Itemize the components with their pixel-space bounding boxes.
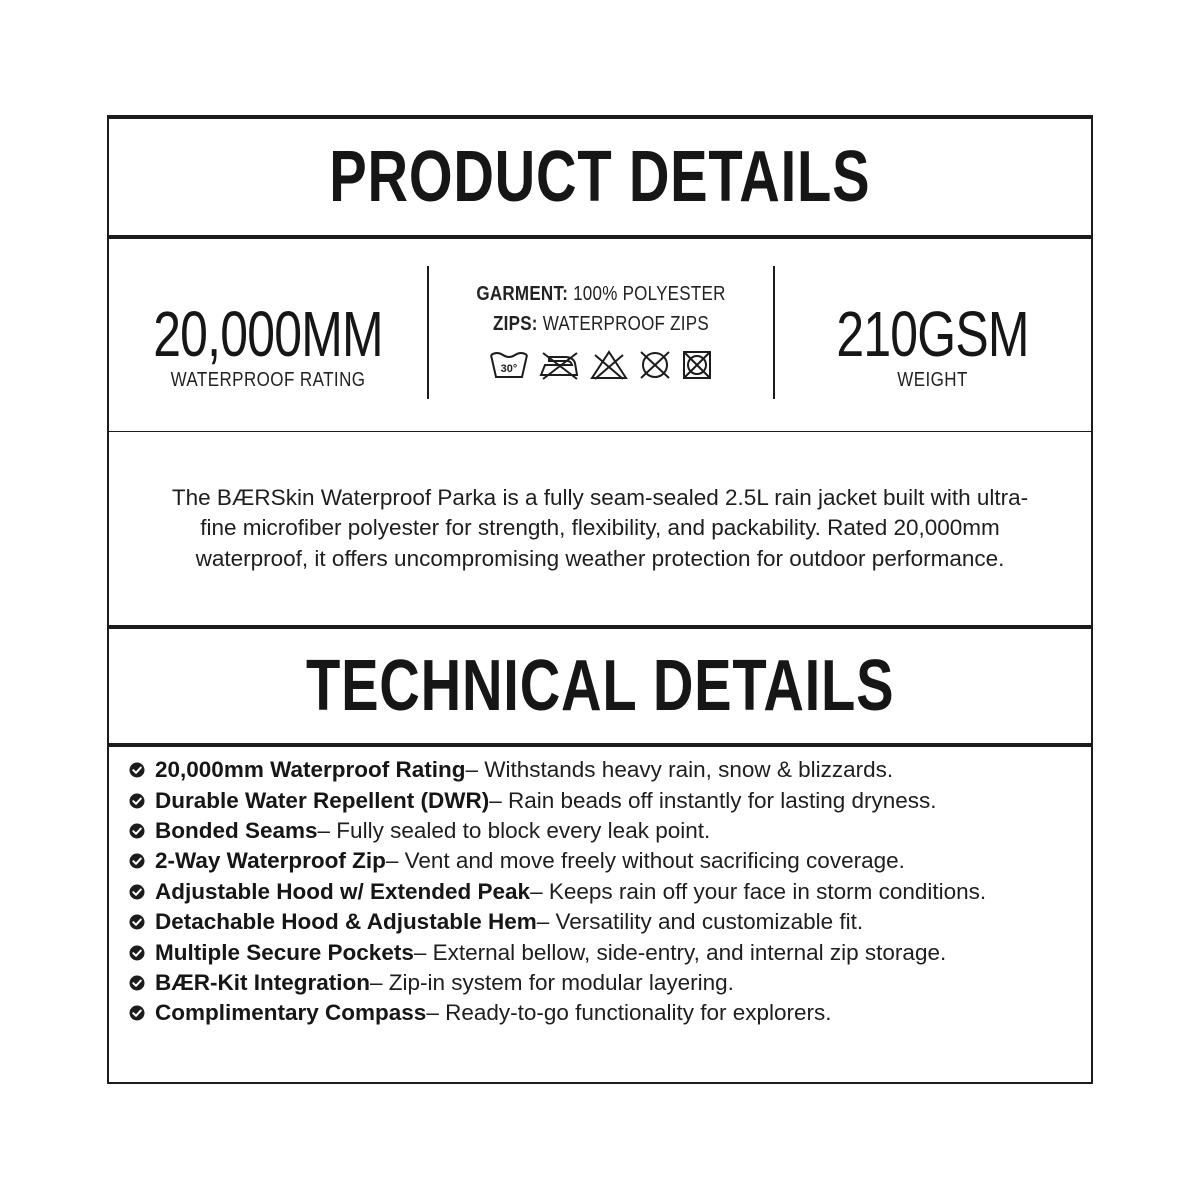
feature-name: Complimentary Compass	[155, 1000, 427, 1026]
materials-stat	[429, 239, 773, 432]
product-stats-row	[109, 239, 1091, 432]
feature-item	[129, 755, 1091, 785]
garment-label: GARMENT:	[476, 283, 569, 305]
technical-details-title: TECHNICAL DETAILS	[305, 646, 895, 726]
check-circle-icon	[129, 945, 145, 961]
feature-description: – Withstands heavy rain, snow & blizzards.	[465, 757, 894, 783]
weight-label: WEIGHT	[897, 369, 968, 391]
garment-material-line	[455, 279, 747, 309]
check-circle-icon	[129, 762, 145, 778]
zips-material-line	[455, 309, 747, 339]
feature-item	[129, 907, 1091, 937]
feature-name: 20,000mm Waterproof Rating	[155, 757, 466, 783]
feature-name: Adjustable Hood w/ Extended Peak	[155, 878, 531, 904]
feature-name: 2-Way Waterproof Zip	[155, 848, 386, 874]
feature-name: Bonded Seams	[155, 817, 318, 843]
feature-description: – Zip-in system for modular layering.	[369, 969, 734, 995]
do-not-dry-clean-icon	[637, 349, 673, 381]
technical-details-header	[109, 625, 1091, 747]
feature-item	[129, 937, 1091, 967]
waterproof-rating-value: 20,000MM	[153, 298, 383, 370]
waterproof-rating-stat	[109, 239, 427, 432]
check-circle-icon	[129, 793, 145, 809]
feature-name: Multiple Secure Pockets	[155, 939, 414, 965]
product-details-title: PRODUCT DETAILS	[329, 137, 871, 217]
check-circle-icon	[129, 853, 145, 869]
garment-value: 100% POLYESTER	[568, 283, 726, 305]
feature-item	[129, 816, 1091, 846]
product-description: The BÆRSkin Waterproof Parka is a fully seam-sealed 2.5L rain jacket built with ultra-fine microfiber polyester for strength, flexibility, and packability. Rated 20,000mm waterproof, it offers uncompromising weather protection for outdoor performance.	[171, 484, 1029, 571]
feature-item	[129, 968, 1091, 998]
do-not-bleach-icon	[589, 349, 629, 381]
do-not-iron-icon	[537, 349, 581, 381]
feature-description: – Ready-to-go functionality for explorers.	[426, 1000, 832, 1026]
feature-list	[129, 755, 1091, 1029]
check-circle-icon	[129, 1005, 145, 1021]
care-instructions-icons	[429, 349, 773, 381]
weight-value: 210GSM	[836, 298, 1029, 370]
product-details-header	[109, 117, 1091, 239]
feature-description: – Keeps rain off your face in storm conditions.	[530, 878, 987, 904]
feature-description: – Versatility and customizable fit.	[536, 909, 864, 935]
check-circle-icon	[129, 884, 145, 900]
do-not-tumble-dry-icon	[681, 349, 713, 381]
wash-temp-label: 30°	[500, 363, 518, 375]
feature-item	[129, 785, 1091, 815]
check-circle-icon	[129, 975, 145, 991]
product-description-section	[109, 432, 1091, 625]
check-circle-icon	[129, 914, 145, 930]
weight-stat	[774, 239, 1091, 432]
feature-item	[129, 846, 1091, 876]
feature-name: Durable Water Repellent (DWR)	[155, 787, 490, 813]
waterproof-rating-label: WATERPROOF RATING	[170, 369, 366, 391]
feature-name: Detachable Hood & Adjustable Hem	[155, 909, 537, 935]
zips-label: ZIPS:	[492, 313, 538, 335]
feature-description: – Vent and move freely without sacrificing coverage.	[385, 848, 905, 874]
wash-30-icon	[489, 349, 529, 381]
feature-item	[129, 877, 1091, 907]
feature-item	[129, 998, 1091, 1028]
feature-name: BÆR-Kit Integration	[155, 969, 370, 995]
feature-description: – Fully sealed to block every leak point.	[317, 817, 711, 843]
feature-description: – External bellow, side-entry, and internal zip storage.	[413, 939, 947, 965]
product-info-panel	[107, 115, 1093, 1084]
feature-description: – Rain beads off instantly for lasting dryness.	[489, 787, 937, 813]
zips-value: WATERPROOF ZIPS	[537, 313, 709, 335]
check-circle-icon	[129, 823, 145, 839]
